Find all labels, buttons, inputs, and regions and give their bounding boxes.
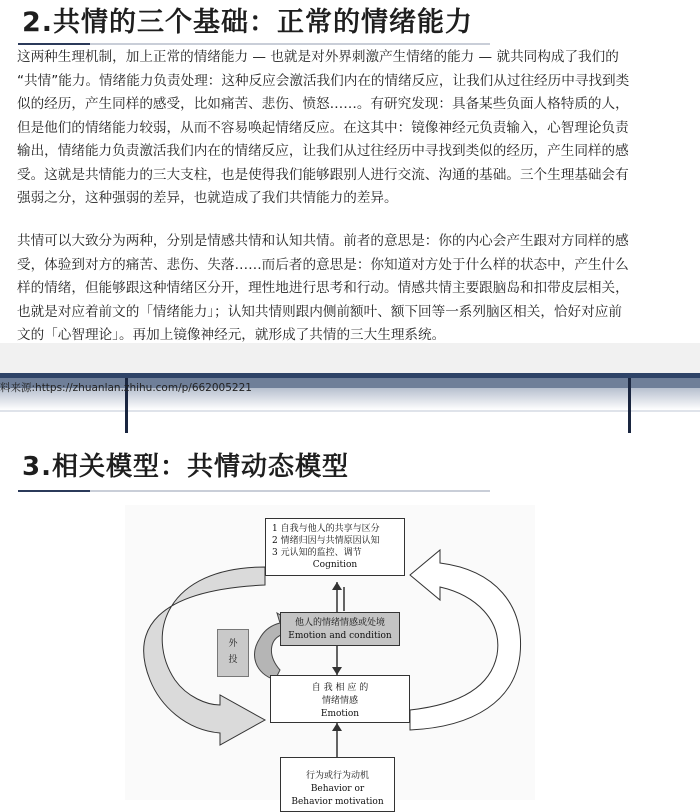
emotion-condition-line-2: Emotion and condition [288, 631, 392, 641]
paragraph-line: 共情可以大致分为两种，分别是情感共情和认知共情。前者的意思是：你的内心会产生跟对方同样的感 [17, 233, 629, 249]
paragraph-2 [17, 230, 689, 348]
emotion-condition-line-1: 他人的情绪情感或处境 [294, 618, 385, 628]
emotion-box [270, 675, 410, 723]
section-2-title: 2.共情的三个基础：正常的情绪能力 [22, 7, 474, 38]
paragraph-line: 似的经历，产生同样的感受，比如痛苦、悲伤、愤怒……。有研究发现：具备某些负面人格特质的人， [17, 96, 629, 112]
projection-label-1: 外 [228, 639, 238, 649]
divider-tick-right [628, 378, 631, 433]
divider-stripe-thin [0, 410, 700, 412]
behavior-line-1: 行为或行为动机 [305, 771, 369, 781]
cognition-line-2: 2 情绪归因与共情原因认知 [272, 536, 380, 546]
paragraph-line: 这两种生理机制，加上正常的情绪能力 — 也就是对外界刺激产生情绪的能力 — 就共同构成了我们的 [17, 49, 619, 65]
cognition-line-1: 1 自我与他人的共享与区分 [272, 524, 380, 534]
paragraph-line: 受。这就是共情能力的三大支柱，也是使得我们能够跟别人进行交流、沟通的基础。三个生理基础会有 [17, 166, 629, 183]
behavior-line-2: Behavior or [310, 784, 365, 794]
section-2-underline-dark [18, 43, 90, 45]
paragraph-line: 也就是对应着前文的「情绪能力」；认知共情则跟内侧前额叶、额下回等一系列脑区相关，恰好对应前 [17, 303, 622, 320]
empathy-dynamic-model-diagram [125, 505, 535, 807]
emotion-line-3: Emotion [320, 709, 360, 719]
emotion-condition-box [280, 612, 400, 646]
projection-label-2: 投 [228, 655, 238, 665]
source-citation: 料来源:https://zhuanlan.zhihu.com/p/662005221 [0, 382, 252, 394]
paragraph-line: 受，体验到对方的痛苦、悲伤、失落……而后者的意思是：你知道对方处于什么样的状态中，产生什么 [17, 256, 629, 273]
emotion-line-1: 自 我 相 应 的 [311, 683, 369, 693]
section-2-underline-light [90, 43, 490, 45]
section-3-title: 3.相关模型：共情动态模型 [22, 452, 349, 482]
paragraph-line: “共情”能力。情绪能力负责处理：这种反应会激活我们内在的情绪反应，让我们从过往经历中寻找到类 [17, 72, 630, 89]
paragraph-line: 文的「心智理论」。再加上镜像神经元，就形成了共情的三大生理系统。 [17, 327, 446, 343]
paragraph-line: 但是他们的情绪能力较弱，从而不容易唤起情绪反应。在这其中：镜像神经元负责输入，心智理论负责 [17, 119, 629, 136]
projection-box [217, 629, 249, 677]
cognition-box [265, 518, 405, 576]
cognition-line-3: 3 元认知的监控、调节 [272, 548, 362, 558]
behavior-line-3: Behavior motivation [291, 797, 384, 807]
paragraph-line: 强弱之分，这种强弱的差异，也就造成了我们共情能力的差异。 [17, 190, 398, 206]
behavior-box [280, 757, 395, 812]
section-3-underline-light [90, 490, 490, 492]
bottom-arrow-head [332, 723, 342, 731]
paragraph-line: 样的情绪，但能够跟这种情绪区分开，理性地进行思考和行动。情感共情主要跟脑岛和扣带皮层相关， [17, 280, 629, 296]
paragraph-1 [17, 46, 689, 211]
divider-band [0, 343, 700, 373]
center-arrow-head-up [332, 582, 342, 590]
paragraph-line: 输出，情绪能力负责激活我们内在的情绪反应，让我们从过往经历中寻找到类似的经历，产生同样的感 [17, 143, 629, 159]
center-arrow-head-down [332, 667, 342, 675]
emotion-line-2: 情绪情感 [321, 696, 358, 706]
section-3-underline-dark [18, 490, 90, 492]
right-curved-arrow [410, 550, 521, 730]
cognition-label: Cognition [312, 560, 358, 570]
